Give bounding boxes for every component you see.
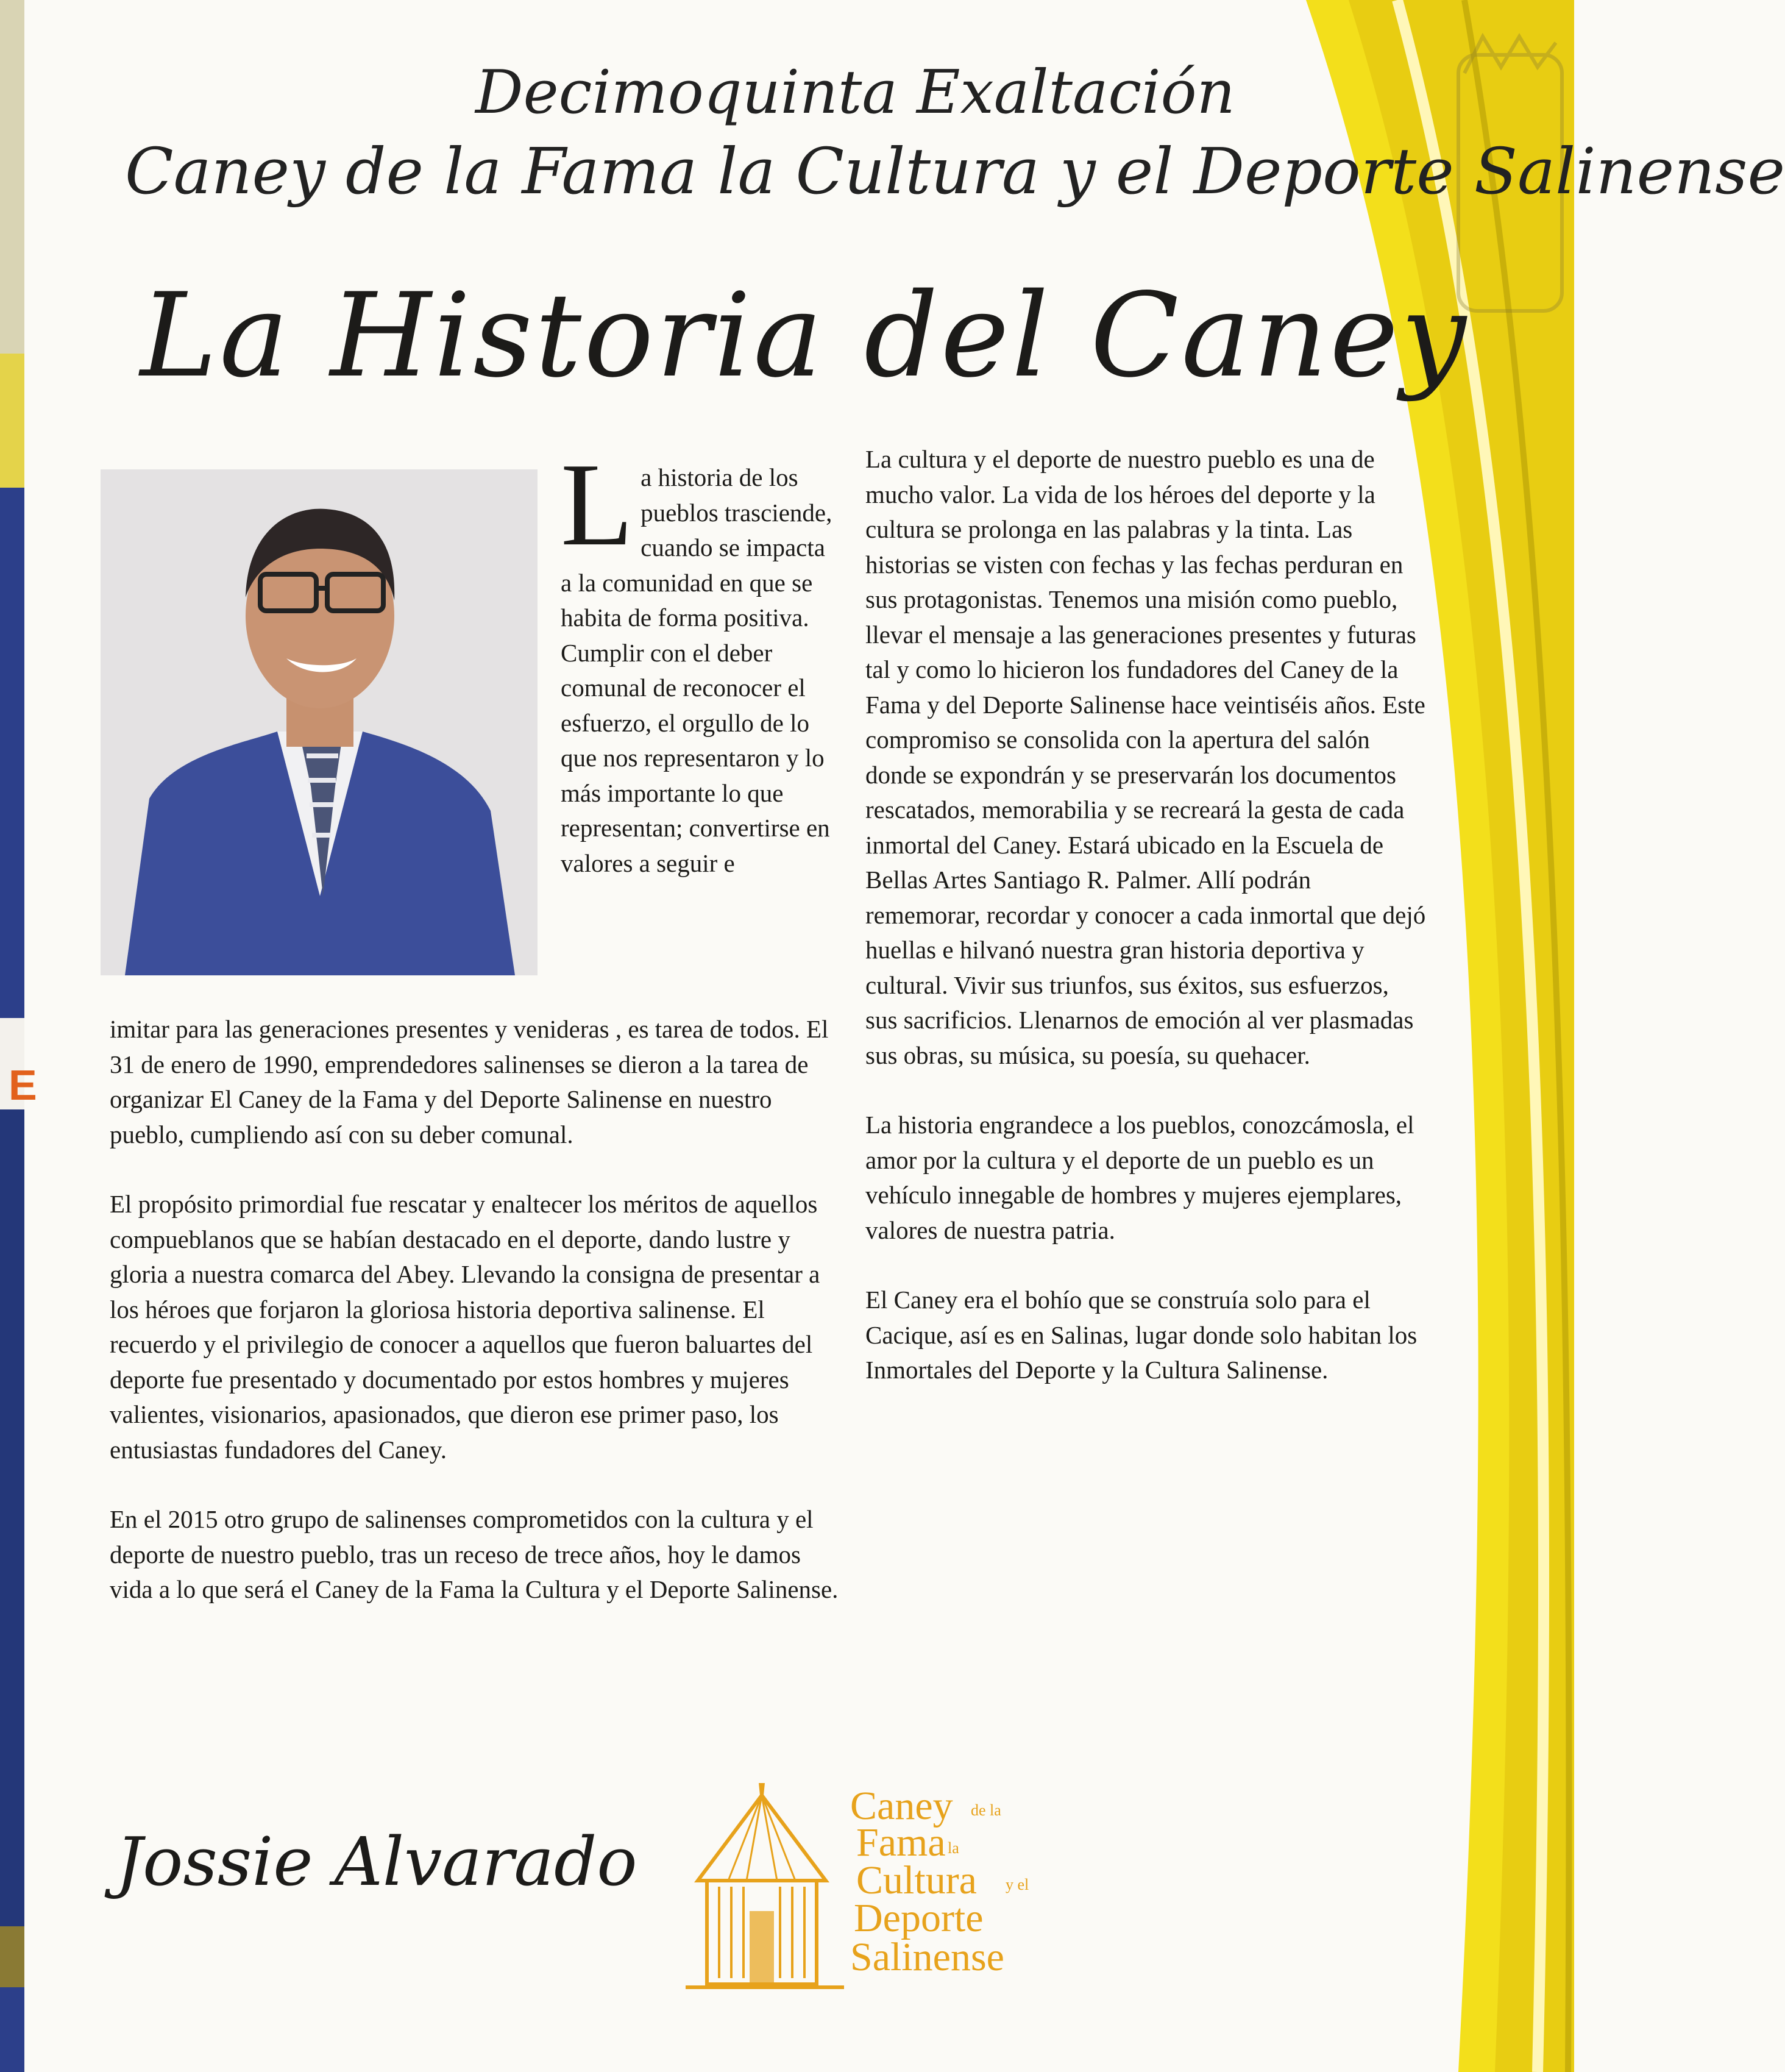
author-photo: [101, 469, 538, 975]
logo-deporte: Deporte: [854, 1896, 984, 1940]
drop-cap: L: [561, 439, 634, 571]
logo-caney: Caney: [850, 1784, 953, 1828]
logo-la: la: [948, 1839, 959, 1857]
author-signature: Jossie Alvarado: [116, 1823, 637, 1901]
left-paragraph-3: En el 2015 otro grupo de salinenses comprometidos con la cultura y el deporte de nuestro pueblo, tras un receso de trece años, hoy le damos vida a lo que será el Caney de la Fama la Cultura y el Deporte Salinense.: [110, 1505, 839, 1603]
bohio-hut-icon: [673, 1783, 850, 2003]
page-title: La Historia del Caney: [140, 268, 1469, 403]
page-left-edge: [0, 0, 24, 2072]
article-right-column: [865, 442, 1426, 1423]
logo-de-la: de la: [971, 1801, 1001, 1819]
left-paragraph-2: El propósito primordial fue rescatar y enaltecer los méritos de aquellos compueblanos que se habían destacado en el deporte, dando lustre y gloria a nuestra comarca del Abey. Llevando la consigna de presentar a los héroes que forjaron la gloriosa historia deportiva salinense. El recuerdo y el privilegio de conocer a aquellos que fueron baluartes del deporte fue presentado y documentado por estos hombres y mujeres valientes, visionarios, apasionados, que dieron ese primer paso, los entusiastas fundadores del Caney.: [110, 1190, 820, 1464]
logo-fama: Fama: [856, 1820, 946, 1865]
logo-y-el: y el: [1006, 1876, 1029, 1893]
right-paragraph-1: La cultura y el deporte de nuestro pueblo es una de mucho valor. La vida de los héroes del deporte y la cultura se prolonga en las palabras y la tinta. Las historias se visten con fechas y las fechas perduran en sus protagonistas. Tenemos una misión como pueblo, llevar el mensaje a las generaciones presentes y futuras tal y como lo hicieron los fundadores del Caney de la Fama y del Deporte Salinense hace veintiséis años. Este compromiso se consolida con la apertura del salón donde se expondrán y se preservarán los documentos rescatados, memorabilia y se recreará la gesta de cada inmortal del Caney. Estará ubicado en la Escuela de Bellas Artes Santiago R. Palmer. Allí podrán rememorar, recordar y conocer a cada inmortal que dejó huellas e hilvanó nuestra gran historia deportiva y cultural. Vivir sus triunfos, sus éxitos, sus esfuerzos, sus sacrificios. Llenarnos de emoción al ver plasmadas sus obras, su música, su poesía, su quehacer.: [865, 445, 1426, 1069]
article-left-column: [110, 1012, 847, 1642]
article-intro: [561, 439, 841, 881]
intro-text: a historia de los pueblos trasciende, cuando se impacta a la comunidad en que se habita de forma positiva. Cumplir con el deber comunal de reconocer el esfuerzo, el orgullo de lo que nos representaron y lo más importante lo que representan; convertirse en valores a seguir e: [561, 463, 832, 877]
edition-heading: Decimoquinta Exaltación: [475, 58, 1235, 127]
logo-cultura: Cultura: [856, 1858, 977, 1903]
logo-salinense: Salinense: [850, 1935, 1004, 1979]
right-paragraph-2: La historia engrandece a los pueblos, conozcámosla, el amor por la cultura y el deporte de un pueblo es un vehículo innegable de hombres y mujeres ejemplares, valores de nuestra patria.: [865, 1111, 1414, 1244]
margin-letter: E: [9, 1061, 37, 1109]
caney-logo: [673, 1783, 1076, 2003]
left-paragraph-1: imitar para las generaciones presentes y venideras , es tarea de todos. El 31 de enero de 1990, emprendedores salinenses se dieron a la tarea de organizar El Caney de la Fama y del Deporte Salinense en nuestro pueblo, cumpliendo así con su deber comunal.: [110, 1015, 829, 1148]
hall-of-fame-heading: Caney de la Fama la Cultura y el Deporte Salinense: [125, 134, 1785, 208]
right-paragraph-3: El Caney era el bohío que se construía solo para el Cacique, así es en Salinas, lugar donde solo habitan los Inmortales del Deporte y la Cultura Salinense.: [865, 1286, 1418, 1384]
